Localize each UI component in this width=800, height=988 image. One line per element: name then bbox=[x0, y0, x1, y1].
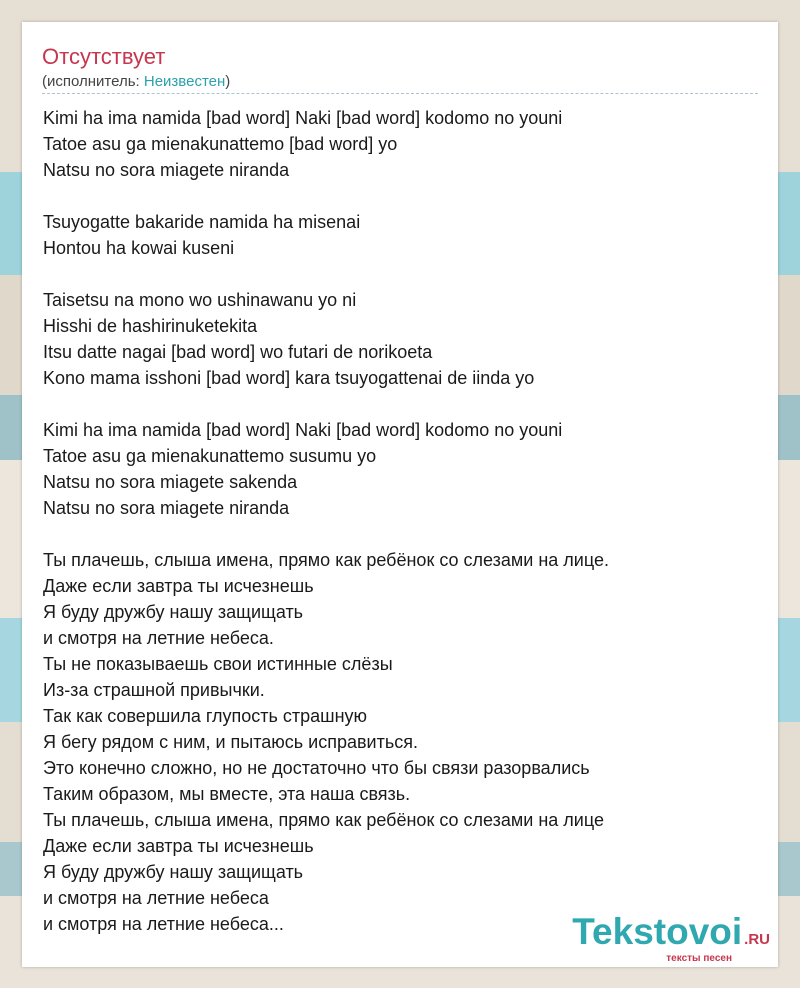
logo-main-text: Tekstovoi bbox=[572, 911, 743, 952]
lyrics-line: и смотря на летние небеса bbox=[43, 888, 269, 908]
lyrics-stanza bbox=[43, 287, 763, 391]
lyrics-line: Itsu datte nagai [bad word] wo futari de norikoeta bbox=[43, 342, 433, 362]
lyrics-line: Kimi ha ima namida [bad word] Naki [bad word] kodomo no youni bbox=[43, 108, 563, 128]
lyrics-line: Я бегу рядом с ним, и пытаюсь исправиться. bbox=[43, 732, 418, 752]
site-logo[interactable] bbox=[572, 912, 770, 964]
lyrics-line: Kimi ha ima namida [bad word] Naki [bad word] kodomo no youni bbox=[43, 420, 563, 440]
lyrics-line: Tatoe asu ga mienakunattemo susumu yo bbox=[43, 446, 377, 466]
lyrics-line: Даже если завтра ты исчезнешь bbox=[43, 576, 314, 596]
lyrics-line: Hontou ha kowai kuseni bbox=[43, 238, 235, 258]
lyrics-stanza bbox=[43, 417, 763, 521]
lyrics-line: Taisetsu na mono wo ushinawanu yo ni bbox=[43, 290, 357, 310]
artist-prefix: (исполнитель: bbox=[42, 73, 144, 90]
lyrics-line: Tatoe asu ga mienakunattemo [bad word] yo bbox=[43, 134, 398, 154]
artist-suffix: ) bbox=[225, 73, 231, 90]
lyrics-line: Таким образом, мы вместе, эта наша связь. bbox=[43, 784, 411, 804]
lyrics-line: Я буду дружбу нашу защищать bbox=[43, 862, 304, 882]
logo-tagline: тексты песен bbox=[666, 953, 732, 964]
artist-link[interactable]: Неизвестен bbox=[143, 73, 226, 90]
lyrics-line: Tsuyogatte bakaride namida ha misenai bbox=[43, 212, 361, 232]
lyrics-card bbox=[22, 22, 778, 967]
lyrics-line: Так как совершила глупость страшную bbox=[43, 706, 368, 726]
lyrics-line: Даже если завтра ты исчезнешь bbox=[43, 836, 314, 856]
lyrics-line: Ты не показываешь свои истинные слёзы bbox=[43, 654, 393, 674]
lyrics-stanza bbox=[43, 209, 763, 261]
lyrics-line: Natsu no sora miagete niranda bbox=[43, 160, 290, 180]
lyrics-line: Из-за страшной привычки. bbox=[43, 680, 265, 700]
song-title: Отсутствует bbox=[42, 44, 166, 69]
lyrics-line: Kono mama isshoni [bad word] kara tsuyogattenai de iinda yo bbox=[43, 368, 535, 388]
logo-domain: .RU bbox=[744, 931, 770, 948]
lyrics-line: Ты плачешь, слыша имена, прямо как ребёнок со слезами на лице. bbox=[43, 550, 609, 570]
lyrics-line: Natsu no sora miagete niranda bbox=[43, 498, 290, 518]
lyrics-stanza bbox=[43, 105, 763, 183]
lyrics-line: Ты плачешь, слыша имена, прямо как ребёнок со слезами на лице bbox=[43, 810, 604, 830]
lyrics-line: и смотря на летние небеса. bbox=[43, 628, 274, 648]
lyrics-stanza bbox=[43, 547, 763, 937]
lyrics-line: Hisshi de hashirinuketekita bbox=[43, 316, 258, 336]
lyrics-line: Natsu no sora miagete sakenda bbox=[43, 472, 298, 492]
lyrics-line: Я буду дружбу нашу защищать bbox=[43, 602, 304, 622]
lyrics-body bbox=[43, 105, 763, 963]
lyrics-line: и смотря на летние небеса... bbox=[43, 914, 284, 934]
title-divider bbox=[42, 93, 758, 94]
lyrics-line: Это конечно сложно, но не достаточно что бы связи разорвались bbox=[43, 758, 590, 778]
artist-line bbox=[42, 73, 230, 90]
